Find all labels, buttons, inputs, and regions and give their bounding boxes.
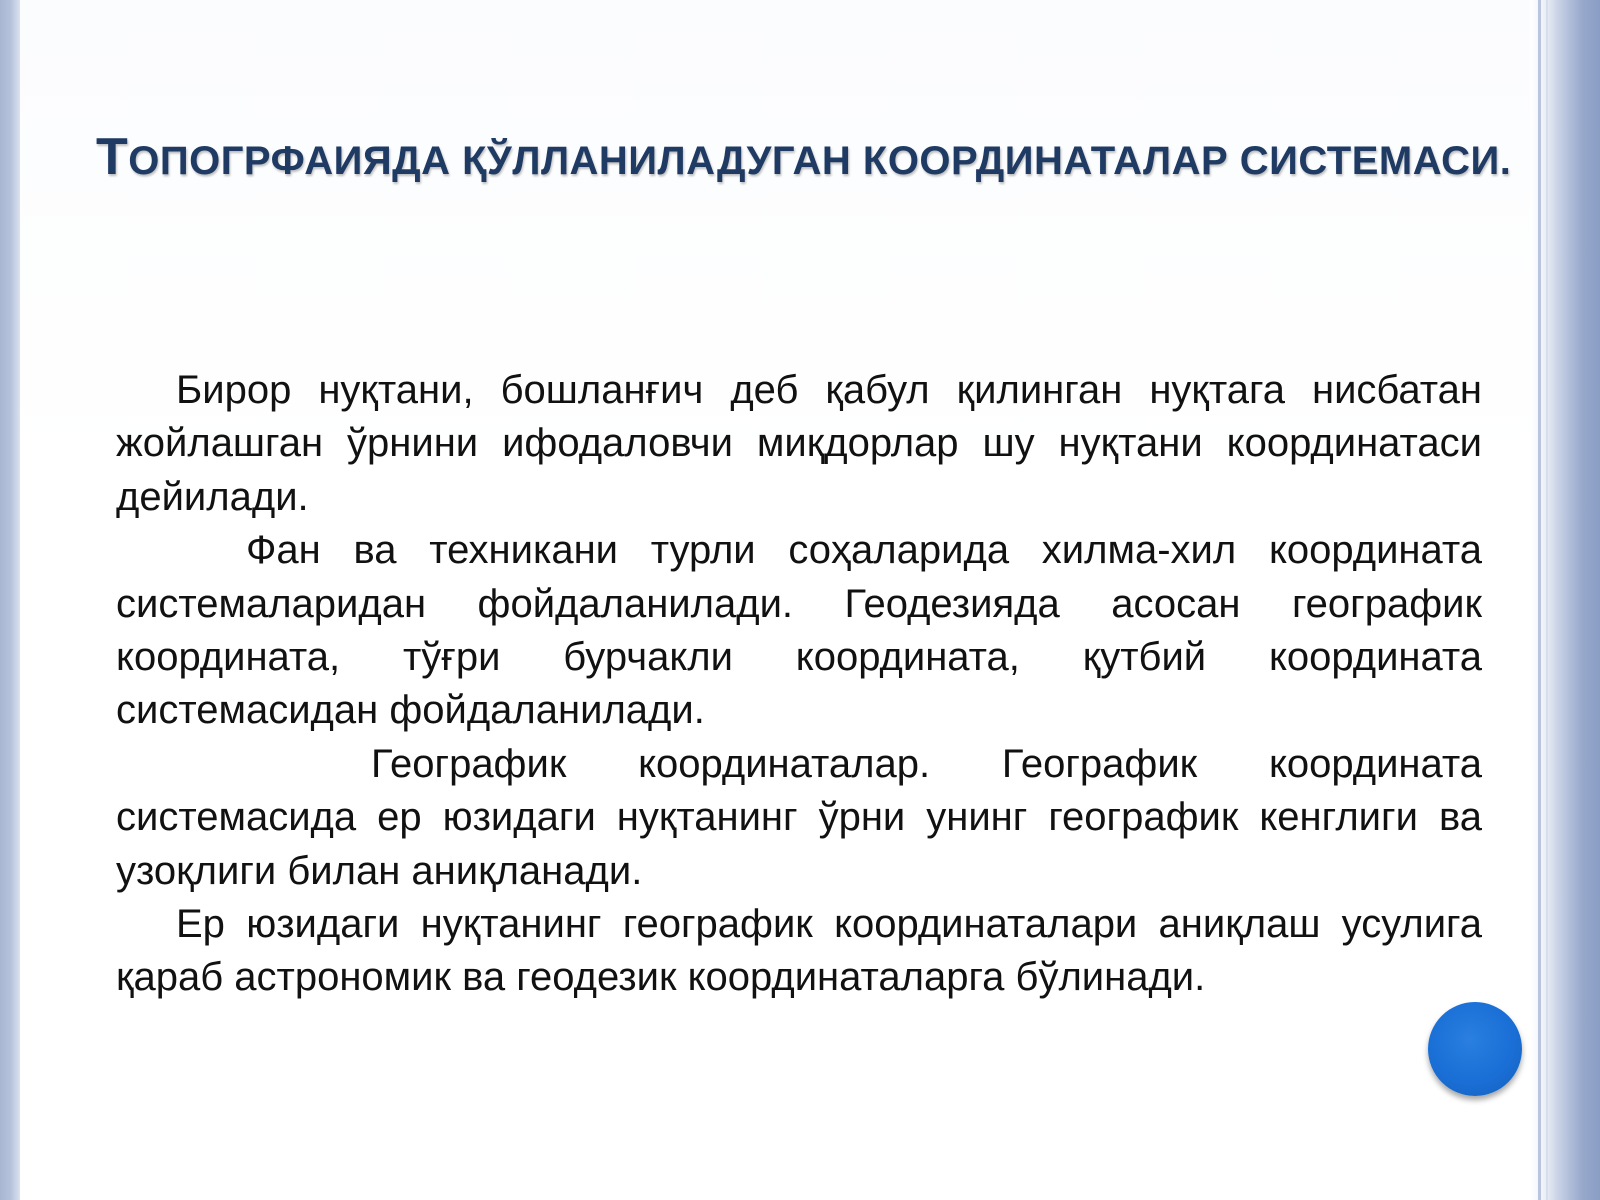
slide-title-text: ОПОГРФАИЯДА ҚЎЛЛАНИЛАДУГАН КООРДИНАТАЛАР СИСТЕМАСИ. [128, 139, 1512, 183]
slide-title-initial: Т [96, 128, 129, 186]
body-paragraph: Фан ва техникани турли соҳаларида хилма-хил координата системаларидан фойдаланилади. Геодезияда асосан географик координата, тўғри бурчакли координата, қутбий координата системасидан фойдаланилади. [116, 528, 1482, 733]
body-paragraph: Географик координаталар. Географик координата системасида ер юзидаги нуқтанинг ўрни унинг географик кенглиги ва узоқлиги билан аниқланади. [116, 741, 1482, 893]
body-paragraph: Бирор нуқтани, бошланғич деб қабул қилинган нуқтага нисбатан жойлашган ўрнини ифодаловчи миқдорлар шу нуқтани координатаси дейилади. [116, 368, 1482, 519]
body-paragraph: Ер юзидаги нуқтанинг географик координаталари аниқлаш усулига қараб астрономик ва геодезик координаталарга бўлинади. [116, 902, 1482, 1000]
slide-body [116, 364, 1482, 1005]
right-border-line [1538, 0, 1541, 1200]
left-decorative-stripe [0, 0, 20, 1200]
right-border-line [1546, 0, 1548, 1200]
circle-button-icon[interactable] [1428, 1002, 1522, 1096]
slide-title [96, 128, 1516, 190]
